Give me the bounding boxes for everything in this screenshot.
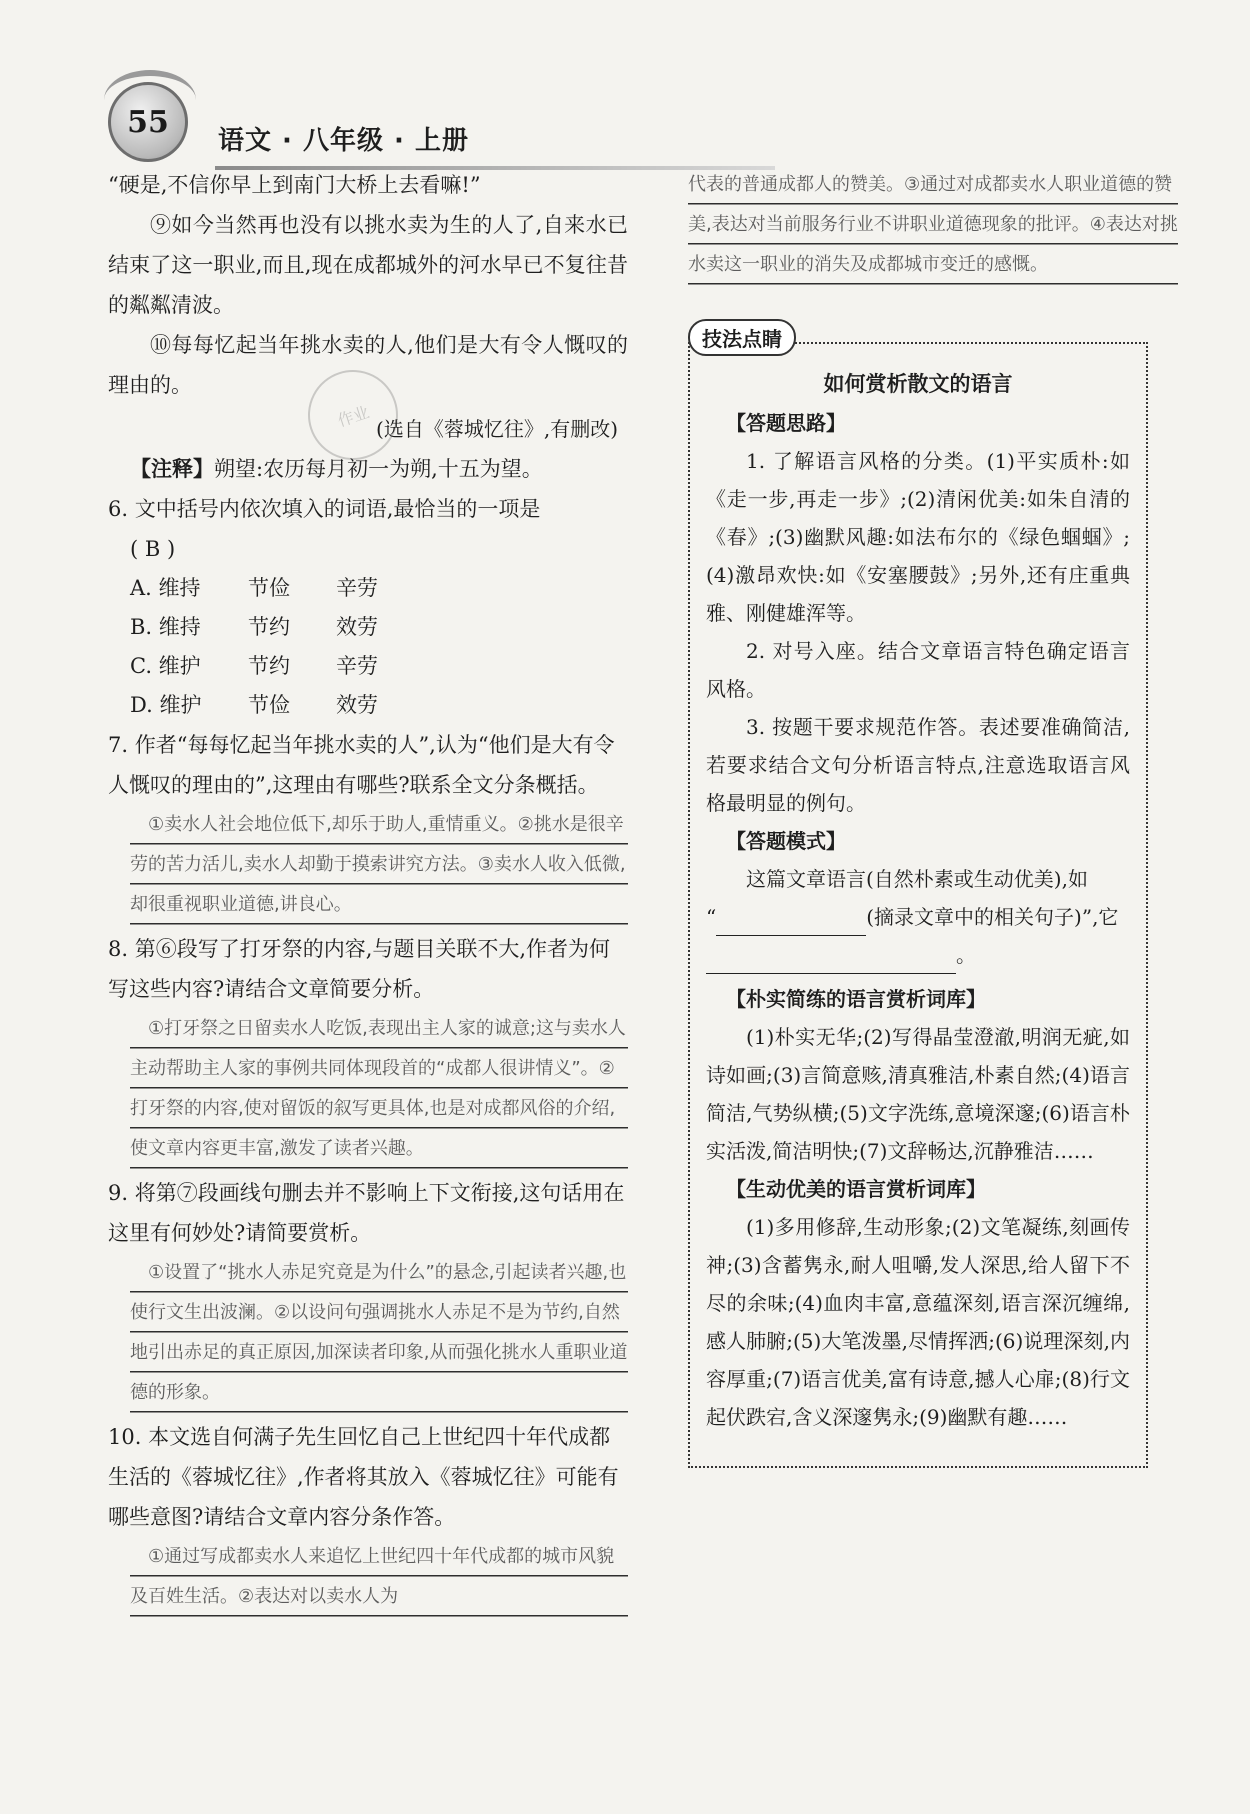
option-d: D. 维护 节俭 效劳 xyxy=(130,693,378,717)
question-8-answer: ①打牙祭之日留卖水人吃饭,表现出主人家的诚意;这与卖水人主动帮助主人家的事例共同体现段首的“成都人很讲情义”。②打牙祭的内容,使对留饭的叙写更具体,也是对成都风俗的介绍,使文章内容更丰富,激发了读者兴趣。 xyxy=(130,1009,628,1169)
right-column xyxy=(688,165,1178,1468)
word-bank-plain: (1)朴实无华;(2)写得晶莹澄澈,明润无疵,如诗如画;(3)言简意赅,清真雅洁,朴素自然;(4)语言简洁,气势纵横;(5)文字洗练,意境深邃;(6)语言朴实活泼,简洁明快;(7)文辞畅达,沉静雅洁…… xyxy=(706,1025,1130,1163)
option-a: A. 维持 节俭 辛劳 xyxy=(130,576,378,600)
homework-stamp-icon: 作业 xyxy=(296,358,409,471)
word-bank-vivid: (1)多用修辞,生动形象;(2)文笔凝练,刻画传神;(3)含蓄隽永,耐人咀嚼,发人深思,给人留下不尽的余味;(4)血肉丰富,意蕴深刻,语言深沉缠绵,感人肺腑;(5)大笔泼墨,尽情挥洒;(6)说理深刻,内容厚重;(7)语言优美,富有诗意,撼人心扉;(8)行文起伏跌宕,含义深邃隽永;(9)幽默有趣…… xyxy=(706,1215,1130,1429)
question-10: 10. 本文选自何满子先生回忆自己上世纪四十年代成都生活的《蓉城忆往》,作者将其放入《蓉城忆往》可能有哪些意图?请结合文章内容分条作答。 xyxy=(108,1425,619,1529)
tips-badge: 技法点睛 xyxy=(688,319,796,356)
question-6-answer: ( B ) xyxy=(130,537,176,561)
section-tag: 【朴实简练的语言赏析词库】 xyxy=(726,987,986,1011)
question-6: 6. 文中括号内依次填入的词语,最恰当的一项是 xyxy=(108,497,541,521)
passage-source: (选自《蓉城忆往》,有删改) xyxy=(376,417,618,441)
answer-template-line: “ (摘录文章中的相关句子)”,它 xyxy=(706,898,1130,936)
question-7-answer: ①卖水人社会地位低下,却乐于助人,重情重义。②挑水是很辛劳的苦力活儿,卖水人却勤于摸索讲究方法。③卖水人收入低微,却很重视职业道德,讲良心。 xyxy=(130,805,628,925)
question-9-answer: ①设置了“挑水人赤足究竟是为什么”的悬念,引起读者兴趣,也使行文生出波澜。②以设问句强调挑水人赤足不是为节约,自然地引出赤足的真正原因,加深读者印象,从而强化挑水人重职业道德的形象。 xyxy=(130,1253,628,1413)
section-tag: 【答题思路】 xyxy=(726,411,846,435)
option-c: C. 维护 节约 辛劳 xyxy=(130,654,378,678)
header-title: 语文 · 八年级 · 上册 xyxy=(218,126,469,156)
fill-blank xyxy=(716,911,866,936)
passage-paragraph: ⑩每每忆起当年挑水卖的人,他们是大有令人慨叹的理由的。 xyxy=(108,333,628,397)
passage-paragraph: ⑨如今当然再也没有以挑水卖为生的人了,自来水已结束了这一职业,而且,现在成都城外的河水早已不复往昔的粼粼清波。 xyxy=(108,213,628,317)
tips-box xyxy=(688,342,1148,1468)
answer-template-line: 这篇文章语言(自然朴素或生动优美),如 xyxy=(746,867,1088,891)
question-10-answer-continued: 代表的普通成都人的赞美。③通过对成都卖水人职业道德的赞美,表达对当前服务行业不讲职业道德现象的批评。④表达对挑水卖这一职业的消失及成都城市变迁的感慨。 xyxy=(688,165,1178,285)
tips-paragraph: 1. 了解语言风格的分类。(1)平实质朴:如《走一步,再走一步》;(2)清闲优美:如朱自清的《春》;(3)幽默风趣:如法布尔的《绿色蝈蝈》;(4)激昂欢快:如《安塞腰鼓》;另外,还有庄重典雅、刚健雄浑等。 xyxy=(706,449,1130,625)
page-header xyxy=(100,70,1180,170)
passage-paragraph: “硬是,不信你早上到南门大桥上去看嘛!” xyxy=(108,173,481,197)
page-number-badge: 55 xyxy=(108,82,188,162)
section-tag: 【生动优美的语言赏析词库】 xyxy=(726,1177,986,1201)
annotation-text: 朔望:农历每月初一为朔,十五为望。 xyxy=(214,457,543,481)
tips-paragraph: 2. 对号入座。结合文章语言特色确定语言风格。 xyxy=(706,639,1130,701)
option-b: B. 维持 节约 效劳 xyxy=(130,615,378,639)
question-7: 7. 作者“每每忆起当年挑水卖的人”,认为“他们是大有令人慨叹的理由的”,这理由有哪些?联系全文分条概括。 xyxy=(108,733,615,797)
question-10-answer: ①通过写成都卖水人来追忆上世纪四十年代成都的城市风貌及百姓生活。②表达对以卖水人为 xyxy=(130,1537,628,1617)
section-tag: 【答题模式】 xyxy=(726,829,846,853)
left-column xyxy=(108,165,628,1621)
answer-template-line: 。 xyxy=(706,936,1130,974)
annotation-label: 【注释】 xyxy=(130,457,214,481)
tips-title: 如何赏析散文的语言 xyxy=(823,372,1013,396)
annotation xyxy=(130,449,628,489)
fill-blank xyxy=(706,949,956,974)
question-6-options xyxy=(130,569,628,725)
question-9: 9. 将第⑦段画线句删去并不影响上下文衔接,这句话用在这里有何妙处?请简要赏析。 xyxy=(108,1181,625,1245)
tips-paragraph: 3. 按题干要求规范作答。表述要准确简洁,若要求结合文句分析语言特点,注意选取语言风格最明显的例句。 xyxy=(706,715,1130,815)
question-8: 8. 第⑥段写了打牙祭的内容,与题目关联不大,作者为何写这些内容?请结合文章简要分析。 xyxy=(108,937,611,1001)
